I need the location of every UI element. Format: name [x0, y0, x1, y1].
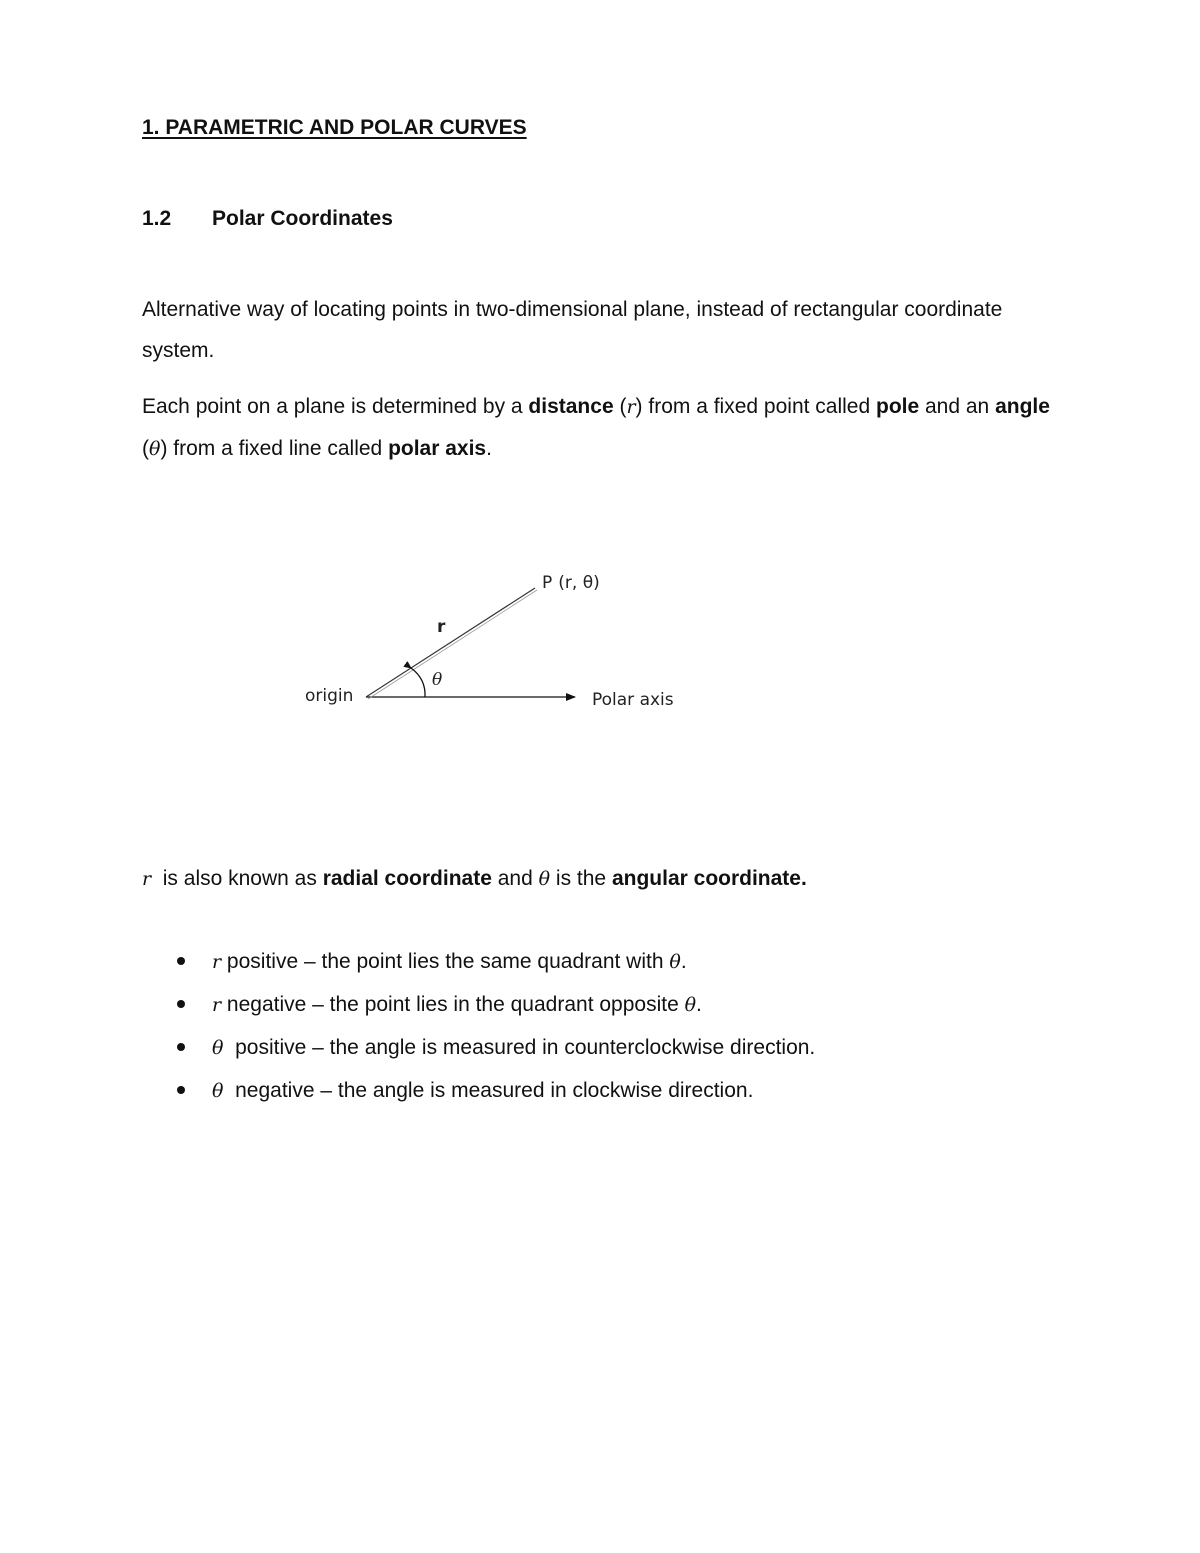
text-run: is also known as: [151, 867, 323, 890]
list-item: [142, 940, 815, 983]
list-item: [142, 1069, 815, 1112]
intro-paragraph: Alternative way of locating points in two-dimensional plane, instead of rectangular coordinate system.: [142, 298, 1003, 362]
math-symbol-r: r: [626, 396, 636, 418]
text-run: .: [486, 437, 492, 460]
polar-coordinate-diagram: [290, 555, 710, 725]
list-item-text: positive – the point lies the same quadrant with: [221, 950, 670, 973]
polar-axis-label: Polar axis: [592, 690, 674, 710]
bullet-dot-icon: [177, 957, 185, 965]
text-run: is the: [550, 867, 612, 890]
bullet-dot-icon: [177, 1000, 185, 1008]
text-run: ) from a fixed line called: [160, 437, 389, 460]
point-label: P (r, θ): [542, 573, 600, 593]
coordinate-names-paragraph: [142, 858, 1072, 900]
math-symbol-theta: θ: [538, 868, 551, 890]
bullet-dot-icon: [177, 1086, 185, 1094]
list-item-text: positive – the angle is measured in counterclockwise direction.: [223, 1036, 816, 1059]
theta-label: θ: [432, 670, 443, 690]
sign-rules-list: [142, 940, 815, 1112]
term-radial-coordinate: radial coordinate: [322, 867, 492, 890]
r-label: r: [437, 617, 446, 637]
list-item: [142, 983, 815, 1026]
text-run: Each point on a plane is determined by a: [142, 395, 529, 418]
text-run: (: [142, 437, 149, 460]
text-run: ) from a fixed point called: [635, 395, 876, 418]
list-item-text: negative – the point lies in the quadrant opposite: [221, 993, 685, 1016]
math-symbol: r: [212, 994, 222, 1016]
section-title: Polar Coordinates: [212, 207, 393, 230]
definition-paragraph: [142, 386, 1072, 470]
document-title: 1. PARAMETRIC AND POLAR CURVES: [142, 116, 527, 139]
radius-line-shadow: [368, 590, 537, 699]
math-symbol: θ: [212, 1037, 224, 1059]
bullet-dot-icon: [177, 1043, 185, 1051]
section-heading: [142, 207, 393, 231]
term-angle: angle: [995, 395, 1050, 418]
term-angular-coordinate: angular coordinate.: [611, 867, 807, 890]
radius-line: [366, 588, 535, 697]
origin-label: origin: [305, 686, 354, 706]
term-pole: pole: [876, 395, 920, 418]
list-item: [142, 1026, 815, 1069]
section-number: 1.2: [142, 207, 172, 230]
text-run: and: [491, 867, 539, 890]
text-run: (: [613, 395, 627, 418]
text-run: and an: [919, 395, 996, 418]
term-polar-axis: polar axis: [388, 437, 487, 460]
math-symbol: θ: [212, 1080, 224, 1102]
list-item-text: negative – the angle is measured in clockwise direction.: [223, 1079, 754, 1102]
math-symbol: r: [212, 951, 222, 973]
list-item-end: .: [696, 993, 702, 1016]
angle-arc: [411, 668, 425, 697]
math-symbol: θ: [684, 994, 697, 1016]
list-item-end: .: [680, 950, 687, 973]
math-symbol-r: r: [142, 868, 152, 890]
math-symbol: θ: [669, 951, 681, 973]
math-symbol-theta: θ: [149, 438, 161, 460]
term-distance: distance: [528, 395, 614, 418]
